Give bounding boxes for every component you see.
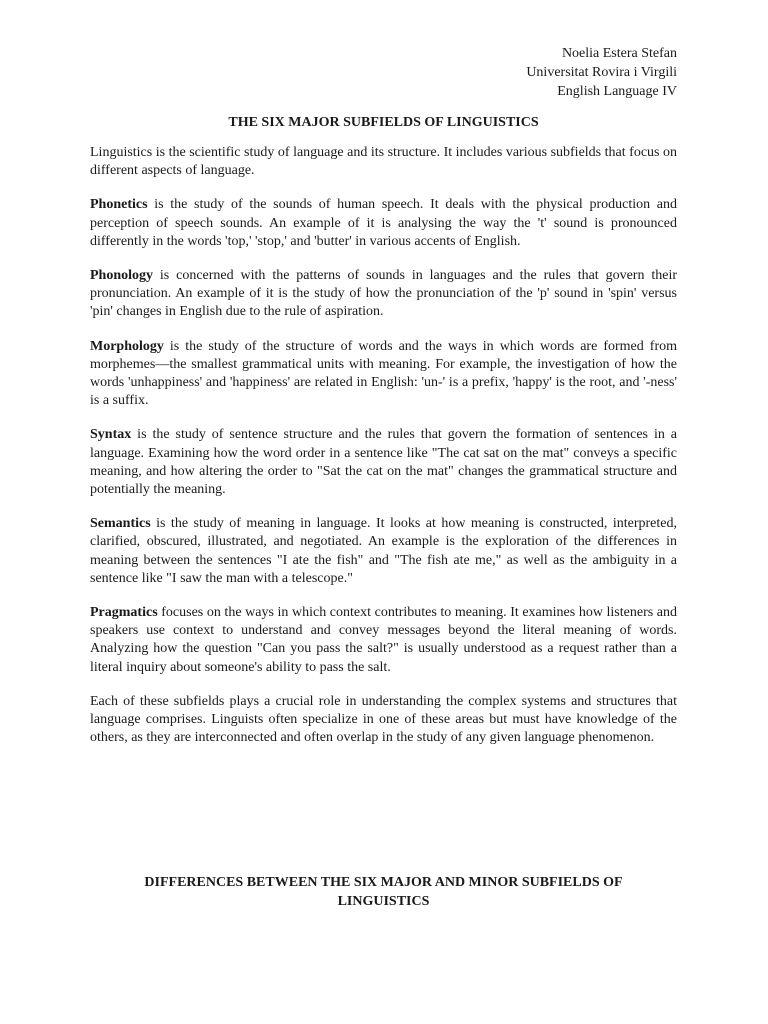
document-page [90, 44, 677, 763]
second-heading-line: DIFFERENCES BETWEEN THE SIX MAJOR AND MINOR SUBFIELDS OF [144, 875, 623, 890]
section-phonetics [90, 196, 677, 251]
section-term: Semantics [90, 516, 151, 532]
second-heading [90, 873, 677, 911]
section-text: is the study of the structure of words and the ways in which words are formed from morphemes—the smallest grammatical units with meaning. For example, the investigation of how the words 'unhappiness' and 'happiness' are related in English: 'un-' is a prefix, 'happy' is the root, and '-ness' is a suffix. [90, 338, 677, 409]
section-pragmatics [90, 604, 677, 677]
section-term: Syntax [90, 427, 132, 443]
course-name: English Language IV [557, 84, 677, 99]
section-term: Phonetics [90, 197, 148, 213]
intro-paragraph: Linguistics is the scientific study of language and its structure. It includes various subfields that focus on different aspects of language. [90, 145, 677, 179]
second-heading-line: LINGUISTICS [337, 894, 430, 909]
conclusion-paragraph: Each of these subfields plays a crucial role in understanding the complex systems and structures that language comprises. Linguists often specialize in one of these areas but must have knowledge of the others, as they are interconnected and often overlap in the study of any given language phenomenon. [90, 693, 677, 746]
section-term: Pragmatics [90, 605, 158, 621]
section-syntax [90, 426, 677, 499]
author-header [90, 44, 677, 101]
document-title: THE SIX MAJOR SUBFIELDS OF LINGUISTICS [228, 115, 539, 130]
section-text: is the study of meaning in language. It looks at how meaning is constructed, interpreted, clarified, obscured, illustrated, and negotiated. An example is the exploration of the differences in meaning between the sentences "I ate the fish" and "The fish ate me," as well as the ambiguity in a sentence like "I saw the man with a telescope." [90, 516, 677, 586]
section-phonology [90, 267, 677, 322]
section-text: focuses on the ways in which context contributes to meaning. It examines how listeners and speakers use context to understand and convey messages beyond the literal meaning of words. Analyzing how the question "Can you pass the salt?" is usually understood as a request rather than a literal inquiry about someone's ability to pass the salt. [90, 605, 677, 675]
section-term: Morphology [90, 338, 164, 354]
section-text: is concerned with the patterns of sounds in languages and the rules that govern their pronunciation. An example of it is the study of how the pronunciation of the 'p' sound in 'spin' versus 'pin' changes in English due to the rule of aspiration. [90, 268, 677, 320]
section-term: Phonology [90, 268, 154, 284]
section-semantics [90, 515, 677, 588]
university-name: Universitat Rovira i Virgili [526, 65, 677, 80]
section-morphology [90, 338, 677, 411]
author-name: Noelia Estera Stefan [561, 46, 677, 61]
section-text: is the study of sentence structure and the rules that govern the formation of sentences in a language. Examining how the word order in a sentence like "The cat sat on the mat" conveys a specific meaning, and how altering the order to "Sat the cat on the mat" changes the grammatical structure and potentially the meaning. [90, 427, 677, 498]
section-text: is the study of the sounds of human speech. It deals with the physical production and perception of speech sounds. An example of it is analysing the way the 't' sound is pronounced differently in the words 'top,' 'stop,' and 'butter' in various accents of English. [90, 197, 677, 249]
